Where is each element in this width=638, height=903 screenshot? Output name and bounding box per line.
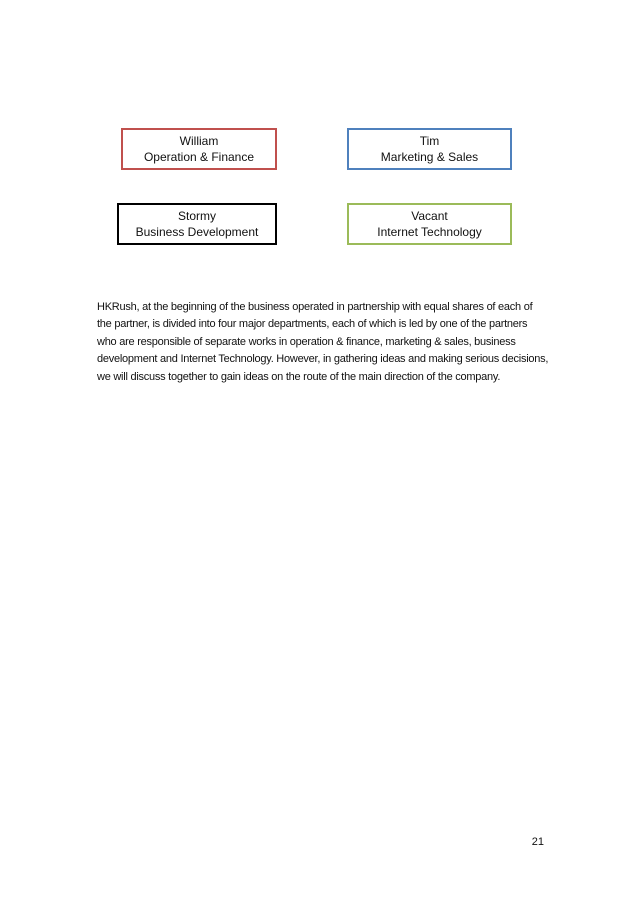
- org-box-name: William: [179, 134, 219, 148]
- org-box-name: Vacant: [411, 209, 448, 223]
- org-box-name: Tim: [419, 134, 440, 148]
- org-box-stormy: [117, 203, 277, 245]
- body-paragraph: HKRush, at the beginning of the business operated in partnership with equal shares of each of the partner, is divided into four major departments, each of which is led by one of the partners who are responsible of separate works in operation & finance, marketing & sales, business development and Internet Technology. However, in gathering ideas and making serious decisions, we will discuss together to gain ideas on the route of the main direction of the company.: [97, 301, 549, 383]
- page-number: 21: [531, 836, 544, 848]
- org-box-vacant: [347, 203, 512, 245]
- org-box-tim: [347, 128, 512, 170]
- org-box-role: Marketing & Sales: [380, 150, 479, 164]
- org-box-name: Stormy: [177, 209, 216, 223]
- org-box-role: Internet Technology: [377, 225, 482, 239]
- org-box-role: Operation & Finance: [143, 150, 255, 164]
- org-box-william: [121, 128, 277, 170]
- org-box-role: Business Development: [135, 225, 259, 239]
